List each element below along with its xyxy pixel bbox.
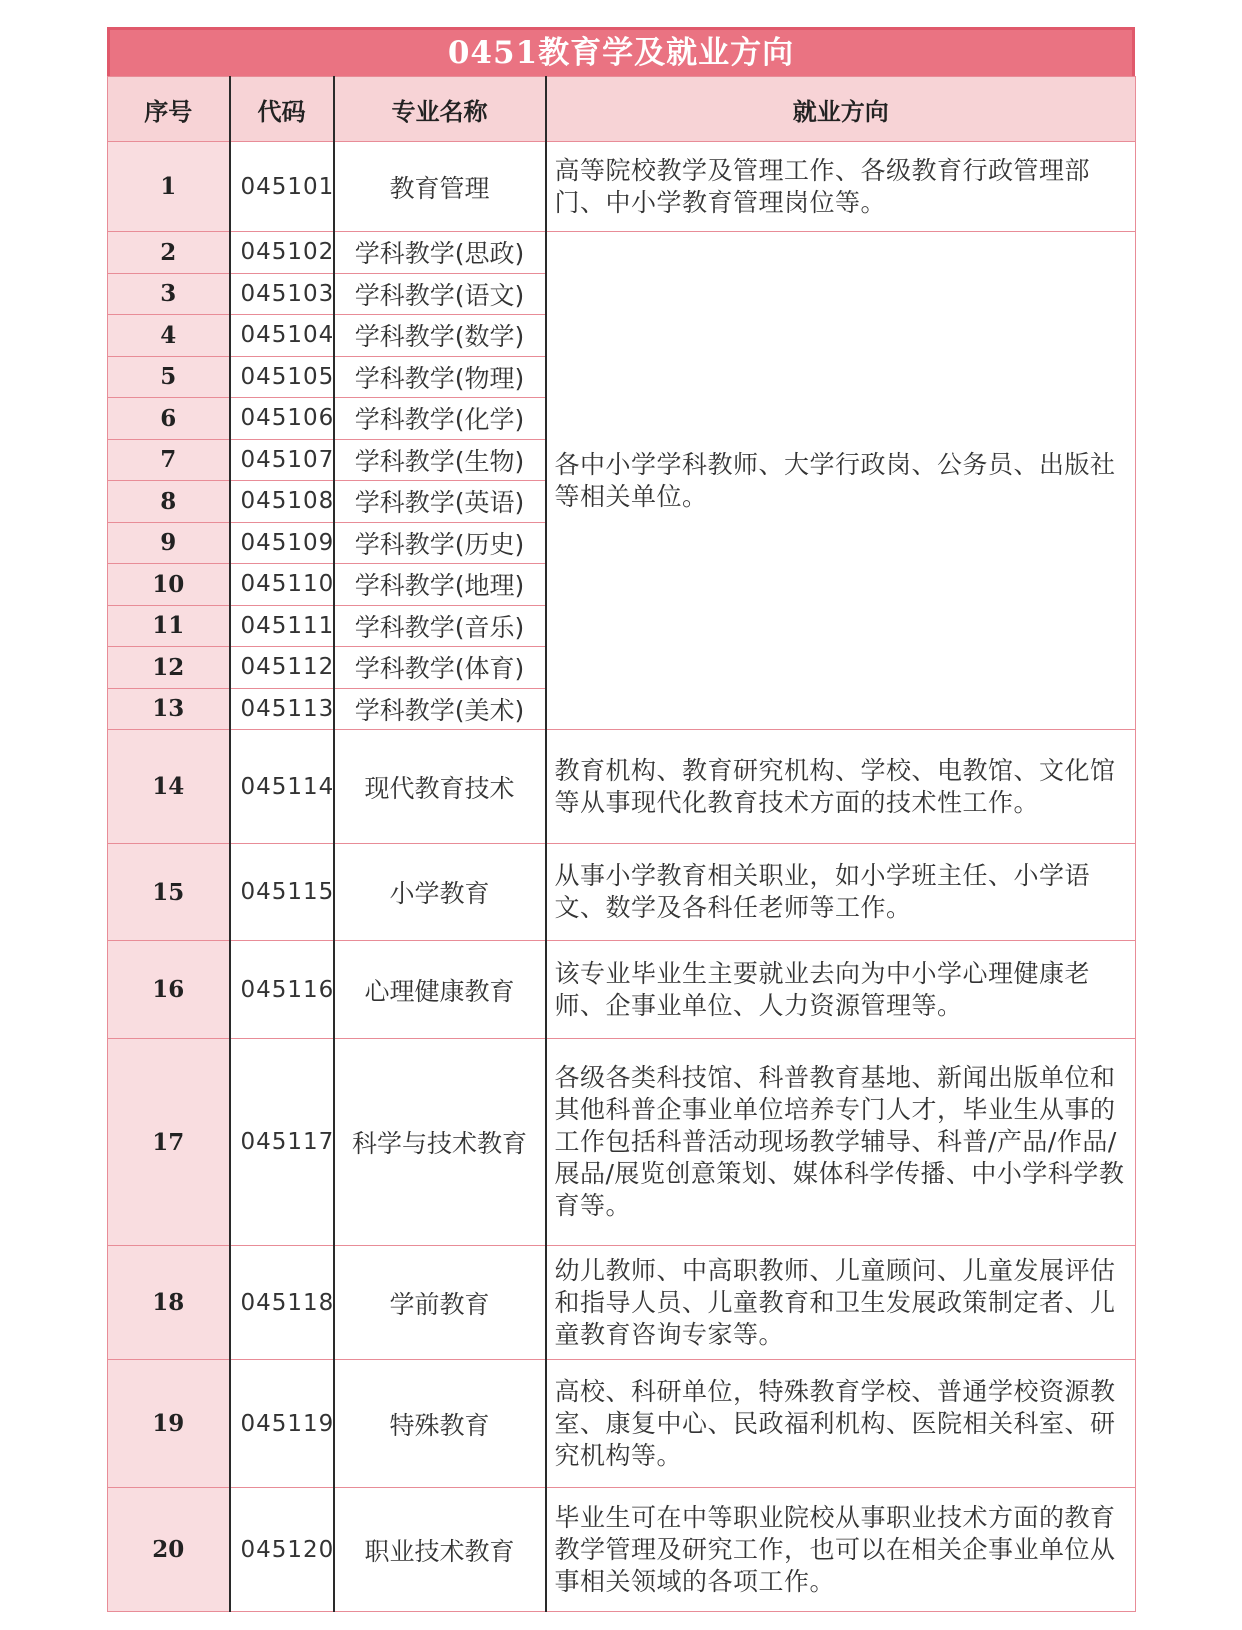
row-code: 045108	[230, 481, 334, 523]
row-code: 045118	[230, 1246, 334, 1360]
row-num: 19	[108, 1360, 230, 1488]
row-num: 7	[108, 439, 230, 481]
majors-table	[107, 76, 1136, 1612]
row-name: 特殊教育	[334, 1360, 546, 1488]
row-num: 12	[108, 647, 230, 689]
table-title: 0451教育学及就业方向	[107, 27, 1135, 76]
row-career: 教育机构、教育研究机构、学校、电教馆、文化馆等从事现代化教育技术方面的技术性工作。	[546, 730, 1136, 844]
row-name: 学科教学(语文)	[334, 273, 546, 315]
row-code: 045116	[230, 941, 334, 1039]
row-num: 6	[108, 398, 230, 440]
row-code: 045112	[230, 647, 334, 689]
table-row	[108, 1488, 1136, 1612]
row-num: 2	[108, 232, 230, 274]
header-code: 代码	[230, 77, 334, 142]
row-name: 学科教学(生物)	[334, 439, 546, 481]
row-num: 16	[108, 941, 230, 1039]
header-num: 序号	[108, 77, 230, 142]
row-name: 学科教学(音乐)	[334, 605, 546, 647]
row-name: 小学教育	[334, 844, 546, 941]
table-header-row	[108, 77, 1136, 142]
row-num: 4	[108, 315, 230, 357]
row-num: 13	[108, 688, 230, 730]
row-code: 045115	[230, 844, 334, 941]
row-num: 14	[108, 730, 230, 844]
row-num: 3	[108, 273, 230, 315]
row-career: 毕业生可在中等职业院校从事职业技术方面的教育教学管理及研究工作，也可以在相关企事业单位从事相关领域的各项工作。	[546, 1488, 1136, 1612]
row-num: 5	[108, 356, 230, 398]
table-row	[108, 142, 1136, 232]
row-code: 045109	[230, 522, 334, 564]
row-career: 从事小学教育相关职业，如小学班主任、小学语文、数学及各科任老师等工作。	[546, 844, 1136, 941]
row-code: 045119	[230, 1360, 334, 1488]
row-code: 045110	[230, 564, 334, 606]
row-name: 教育管理	[334, 142, 546, 232]
row-career: 各级各类科技馆、科普教育基地、新闻出版单位和其他科普企事业单位培养专门人才，毕业生从事的工作包括科普活动现场教学辅导、科普/产品/作品/展品/展览创意策划、媒体科学传播、中小学科学教育等。	[546, 1039, 1136, 1246]
row-code: 045111	[230, 605, 334, 647]
table-row	[108, 232, 1136, 274]
row-career: 幼儿教师、中高职教师、儿童顾问、儿童发展评估和指导人员、儿童教育和卫生发展政策制定者、儿童教育咨询专家等。	[546, 1246, 1136, 1360]
row-name: 学科教学(数学)	[334, 315, 546, 357]
row-name: 现代教育技术	[334, 730, 546, 844]
table-row	[108, 844, 1136, 941]
row-code: 045104	[230, 315, 334, 357]
row-code: 045103	[230, 273, 334, 315]
row-num: 18	[108, 1246, 230, 1360]
row-code: 045113	[230, 688, 334, 730]
row-code: 045102	[230, 232, 334, 274]
table-row	[108, 1246, 1136, 1360]
table-row	[108, 941, 1136, 1039]
row-code: 045120	[230, 1488, 334, 1612]
row-career: 该专业毕业生主要就业去向为中小学心理健康老师、企事业单位、人力资源管理等。	[546, 941, 1136, 1039]
header-name: 专业名称	[334, 77, 546, 142]
row-num: 17	[108, 1039, 230, 1246]
row-name: 学科教学(历史)	[334, 522, 546, 564]
row-name: 学科教学(物理)	[334, 356, 546, 398]
row-career: 高校、科研单位，特殊教育学校、普通学校资源教室、康复中心、民政福利机构、医院相关科室、研究机构等。	[546, 1360, 1136, 1488]
row-name: 科学与技术教育	[334, 1039, 546, 1246]
row-name: 学科教学(化学)	[334, 398, 546, 440]
row-name: 学科教学(地理)	[334, 564, 546, 606]
row-name: 心理健康教育	[334, 941, 546, 1039]
row-code: 045106	[230, 398, 334, 440]
row-career: 高等院校教学及管理工作、各级教育行政管理部门、中小学教育管理岗位等。	[546, 142, 1136, 232]
table-row	[108, 730, 1136, 844]
table-row	[108, 1039, 1136, 1246]
header-career: 就业方向	[546, 77, 1136, 142]
row-name: 学前教育	[334, 1246, 546, 1360]
row-num: 9	[108, 522, 230, 564]
row-num: 10	[108, 564, 230, 606]
row-code: 045114	[230, 730, 334, 844]
row-code: 045105	[230, 356, 334, 398]
row-code: 045107	[230, 439, 334, 481]
row-num: 11	[108, 605, 230, 647]
table-row	[108, 1360, 1136, 1488]
row-num: 8	[108, 481, 230, 523]
row-num: 20	[108, 1488, 230, 1612]
row-name: 学科教学(体育)	[334, 647, 546, 689]
row-code: 045101	[230, 142, 334, 232]
row-num: 15	[108, 844, 230, 941]
row-name: 职业技术教育	[334, 1488, 546, 1612]
row-name: 学科教学(英语)	[334, 481, 546, 523]
row-num: 1	[108, 142, 230, 232]
row-name: 学科教学(思政)	[334, 232, 546, 274]
row-name: 学科教学(美术)	[334, 688, 546, 730]
majors-table-container	[107, 27, 1135, 1612]
row-career: 各中小学学科教师、大学行政岗、公务员、出版社等相关单位。	[546, 232, 1136, 730]
row-code: 045117	[230, 1039, 334, 1246]
